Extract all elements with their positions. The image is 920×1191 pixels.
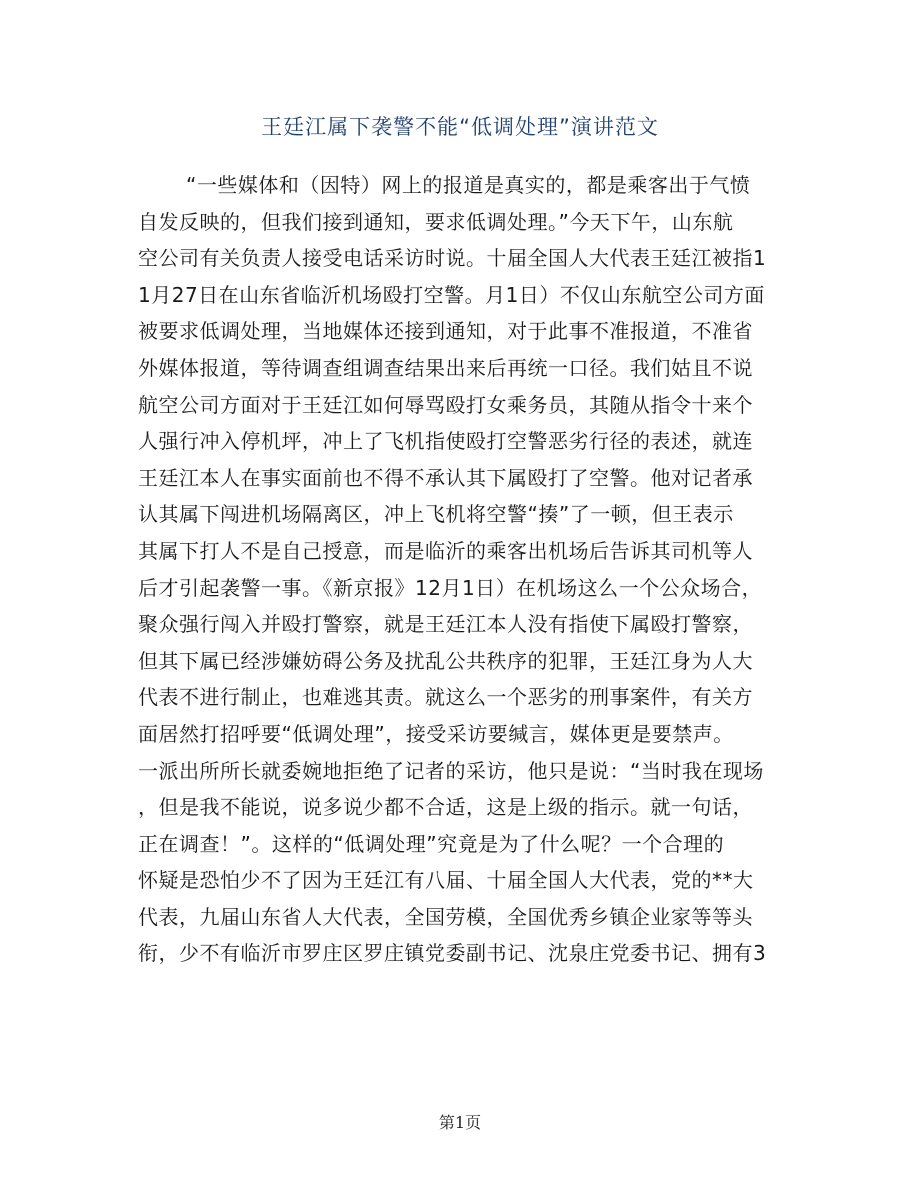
body-line: 聚众强行闯入并殴打警察，就是王廷江本人没有指使下属殴打警察， (138, 612, 753, 637)
body-line: 面居然打招呼要“低调处理”，接受采访要缄言，媒体更是要禁声。 (138, 721, 734, 746)
body-line: 1月27日在山东省临沂机场殴打空警。月1日）不仅山东航空公司方面 (138, 282, 765, 307)
body-line: 但其下属已经涉嫌妨碍公务及扰乱公共秩序的犯罪，王廷江身为人大 (138, 648, 753, 673)
body-line: 王廷江本人在事实面前也不得不承认其下属殴打了空警。他对记者承 (138, 465, 753, 490)
body-line: ，但是我不能说，说多说少都不合适，这是上级的指示。就一句话， (138, 795, 753, 820)
body-paragraph (138, 167, 782, 972)
body-line: 外媒体报道，等待调查组调查结果出来后再统一口径。我们姑且不说 (138, 355, 753, 380)
body-line: 怀疑是恐怕少不了因为王廷江有八届、十届全国人大代表，党的**大 (138, 868, 754, 893)
page-number: 第1页 (438, 1113, 482, 1132)
body-line: “一些媒体和（因特）网上的报道是真实的，都是乘客出于气愤 (186, 173, 751, 197)
body-line: 人强行冲入停机坪，冲上了飞机指使殴打空警恶劣行径的表述，就连 (138, 429, 753, 454)
body-line: 正在调查！”。这样的“低调处理”究竟是为了什么呢？一个合理的 (138, 831, 725, 856)
body-line: 航空公司方面对于王廷江如何辱骂殴打女乘务员，其随从指令十来个 (138, 392, 753, 417)
body-line: 后才引起袭警一事。《新京报》12月1日）在机场这么一个公众场合， (138, 575, 763, 600)
body-line: 代表，九届山东省人大代表，全国劳模，全国优秀乡镇企业家等等头 (138, 904, 753, 929)
body-line: 被要求低调处理，当地媒体还接到通知，对于此事不准报道，不准省 (138, 319, 753, 344)
body-line: 衔，少不有临沂市罗庄区罗庄镇党委副书记、沈泉庄党委书记、拥有3 (138, 941, 767, 966)
body-line: 空公司有关负责人接受电话采访时说。十届全国人大代表王廷江被指1 (138, 246, 767, 271)
body-line: 自发反映的，但我们接到通知，要求低调处理。”今天下午，山东航 (138, 209, 734, 234)
document-title: 王廷江属下袭警不能“低调处理”演讲范文 (261, 115, 659, 139)
body-line: 其属下打人不是自己授意，而是临沂的乘客出机场后告诉其司机等人 (138, 538, 753, 563)
body-line: 一派出所所长就委婉地拒绝了记者的采访，他只是说：“当时我在现场 (138, 758, 764, 783)
body-line: 认其属下闯进机场隔离区，冲上飞机将空警“揍”了一顿，但王表示 (138, 502, 734, 527)
body-line: 代表不进行制止，也难逃其责。就这么一个恶劣的刑事案件，有关方 (138, 685, 753, 710)
